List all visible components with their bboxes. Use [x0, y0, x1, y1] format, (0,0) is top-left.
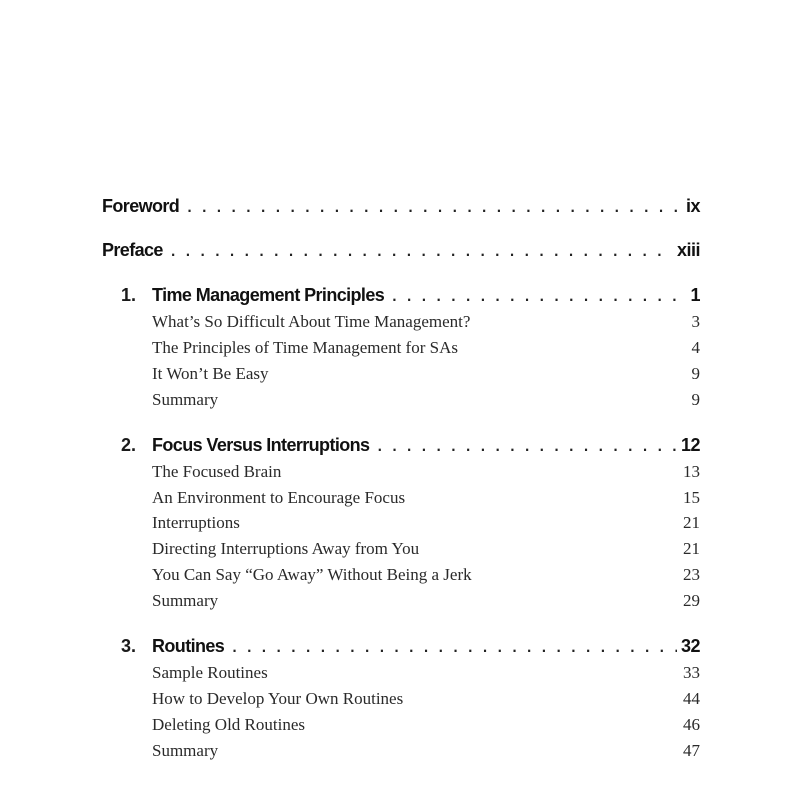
dot-leader: [171, 245, 673, 259]
section-title: Summary: [152, 741, 219, 760]
entry-page: xiii: [676, 240, 700, 260]
section-title: Sample Routines: [152, 663, 268, 682]
toc-entry-foreword[interactable]: [102, 196, 700, 217]
section-title: Interruptions: [152, 513, 240, 532]
section-title: What’s So Difficult About Time Management?: [152, 312, 471, 331]
section-page: 46: [683, 715, 700, 734]
toc-section-entry[interactable]: [152, 741, 700, 761]
chapter-page: 1: [690, 285, 700, 305]
section-page: 13: [683, 462, 700, 481]
section-title: Deleting Old Routines: [152, 715, 305, 734]
section-page: 15: [683, 488, 700, 507]
chapter-page: 12: [680, 435, 700, 455]
toc-section-entry[interactable]: [152, 462, 700, 482]
chapter-title: Focus Versus Interruptions: [152, 435, 370, 455]
section-title: How to Develop Your Own Routines: [152, 689, 404, 708]
toc-chapter-entry[interactable]: [152, 435, 700, 456]
toc-section-entry[interactable]: [152, 488, 700, 508]
toc-section-entry[interactable]: [152, 689, 700, 709]
section-title: Directing Interruptions Away from You: [152, 539, 420, 558]
section-title: Summary: [152, 591, 219, 610]
chapter-number: 1.: [120, 285, 136, 305]
section-page: 47: [683, 741, 700, 760]
chapter-title: Time Management Principles: [152, 285, 385, 305]
section-title: An Environment to Encourage Focus: [152, 488, 406, 507]
toc-chapter-entry[interactable]: [152, 285, 700, 306]
dot-leader: [232, 641, 677, 655]
section-page: 4: [691, 338, 700, 357]
toc-section-entry[interactable]: [152, 591, 700, 611]
toc-section-entry[interactable]: [152, 338, 700, 358]
entry-page: ix: [685, 196, 700, 216]
toc-section-entry[interactable]: [152, 715, 700, 735]
chapter-number: 2.: [120, 435, 136, 455]
section-page: 44: [683, 689, 700, 708]
toc-chapter-entry[interactable]: [152, 636, 700, 657]
section-page: 21: [683, 513, 700, 532]
section-page: 21: [683, 539, 700, 558]
section-page: 9: [691, 390, 700, 409]
chapter-number: 3.: [120, 636, 136, 656]
chapter-page: 32: [680, 636, 700, 656]
dot-leader: [392, 290, 686, 304]
section-page: 29: [683, 591, 700, 610]
chapter-title: Routines: [152, 636, 225, 656]
toc-section-entry[interactable]: [152, 565, 700, 585]
dot-leader: [187, 201, 682, 215]
section-title: You Can Say “Go Away” Without Being a Jerk: [152, 565, 472, 584]
dot-leader: [377, 440, 677, 454]
toc-section-entry[interactable]: [152, 364, 700, 384]
section-title: Summary: [152, 390, 219, 409]
toc-section-entry[interactable]: [152, 390, 700, 410]
section-page: 3: [691, 312, 700, 331]
toc-section-entry[interactable]: [152, 663, 700, 683]
entry-title: Preface: [102, 240, 163, 260]
entry-title: Foreword: [102, 196, 180, 216]
toc-entry-preface[interactable]: [102, 240, 700, 261]
toc-section-entry[interactable]: [152, 513, 700, 533]
section-page: 23: [683, 565, 700, 584]
section-page: 33: [683, 663, 700, 682]
section-title: The Focused Brain: [152, 462, 282, 481]
toc-section-entry[interactable]: [152, 312, 700, 332]
toc-section-entry[interactable]: [152, 539, 700, 559]
section-page: 9: [691, 364, 700, 383]
section-title: The Principles of Time Management for SAs: [152, 338, 458, 357]
section-title: It Won’t Be Easy: [152, 364, 269, 383]
